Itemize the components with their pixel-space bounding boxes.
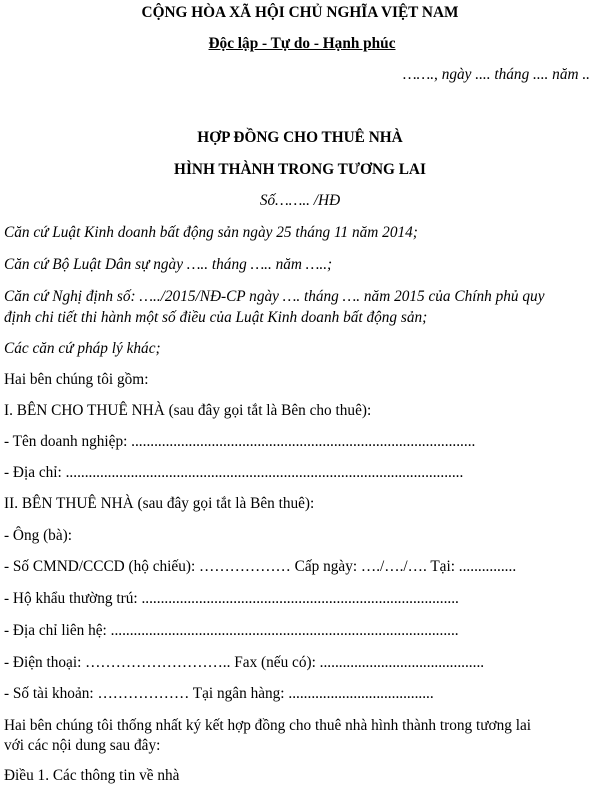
lessor-address: - Địa chỉ: ........................................................................................................ — [4, 464, 464, 481]
lessee-contact-address: - Địa chỉ liên hệ: ........................................................................................... — [4, 622, 459, 639]
article-1-heading: Điều 1. Các thông tin về nhà — [4, 767, 180, 784]
legal-basis-4: Các căn cứ pháp lý khác; — [4, 340, 161, 357]
lessee-id-card: - Số CMND/CCCD (hộ chiếu): ……………… Cấp ngày: …./…./…. Tại: ............... — [4, 558, 517, 575]
parties-intro: Hai bên chúng tôi gồm: — [4, 371, 149, 388]
legal-basis-1: Căn cứ Luật Kinh doanh bất động sản ngày 25 tháng 11 năm 2014; — [4, 224, 418, 241]
agreement-line1: Hai bên chúng tôi thống nhất ký kết hợp đồng cho thuê nhà hình thành trong tương lai — [4, 717, 532, 734]
lessee-name: - Ông (bà): — [4, 527, 72, 544]
lessee-phone: - Điện thoại: ……………………….. Fax (nếu có): ........................................... — [4, 654, 485, 671]
contract-title-line2: HÌNH THÀNH TRONG TƯƠNG LAI — [174, 161, 426, 178]
lessor-company: - Tên doanh nghiệp: .......................................................................................... — [4, 433, 476, 450]
legal-basis-3: Căn cứ Nghị định số: …../2015/NĐ-CP ngày …. tháng …. năm 2015 của Chính phủ quy — [4, 288, 545, 305]
motto-text: Độc lập - Tự do - Hạnh phúc — [208, 35, 396, 52]
agreement-line2: với các nội dung sau đây: — [4, 737, 161, 754]
nation-title: CỘNG HÒA XÃ HỘI CHỦ NGHĨA VIỆT NAM — [141, 4, 459, 21]
legal-basis-3-cont: định chi tiết thi hành một số điều của Luật Kinh doanh bất động sản; — [4, 309, 428, 326]
lessor-heading: I. BÊN CHO THUÊ NHÀ (sau đây gọi tắt là Bên cho thuê): — [4, 402, 372, 419]
lessee-heading: II. BÊN THUÊ NHÀ (sau đây gọi tắt là Bên thuê): — [4, 495, 315, 512]
legal-basis-2: Căn cứ Bộ Luật Dân sự ngày ….. tháng ….. năm …..; — [4, 256, 333, 273]
contract-number: Số…….. /HĐ — [259, 192, 341, 209]
lessee-account: - Số tài khoản: ……………… Tại ngân hàng: ...................................... — [4, 685, 434, 702]
motto — [2, 35, 600, 53]
date-line: ……., ngày .... tháng .... năm .. — [403, 66, 590, 83]
contract-title-line1: HỢP ĐỒNG CHO THUÊ NHÀ — [197, 129, 403, 146]
lessee-residence: - Hộ khẩu thường trú: ................................................................................... — [4, 590, 459, 607]
